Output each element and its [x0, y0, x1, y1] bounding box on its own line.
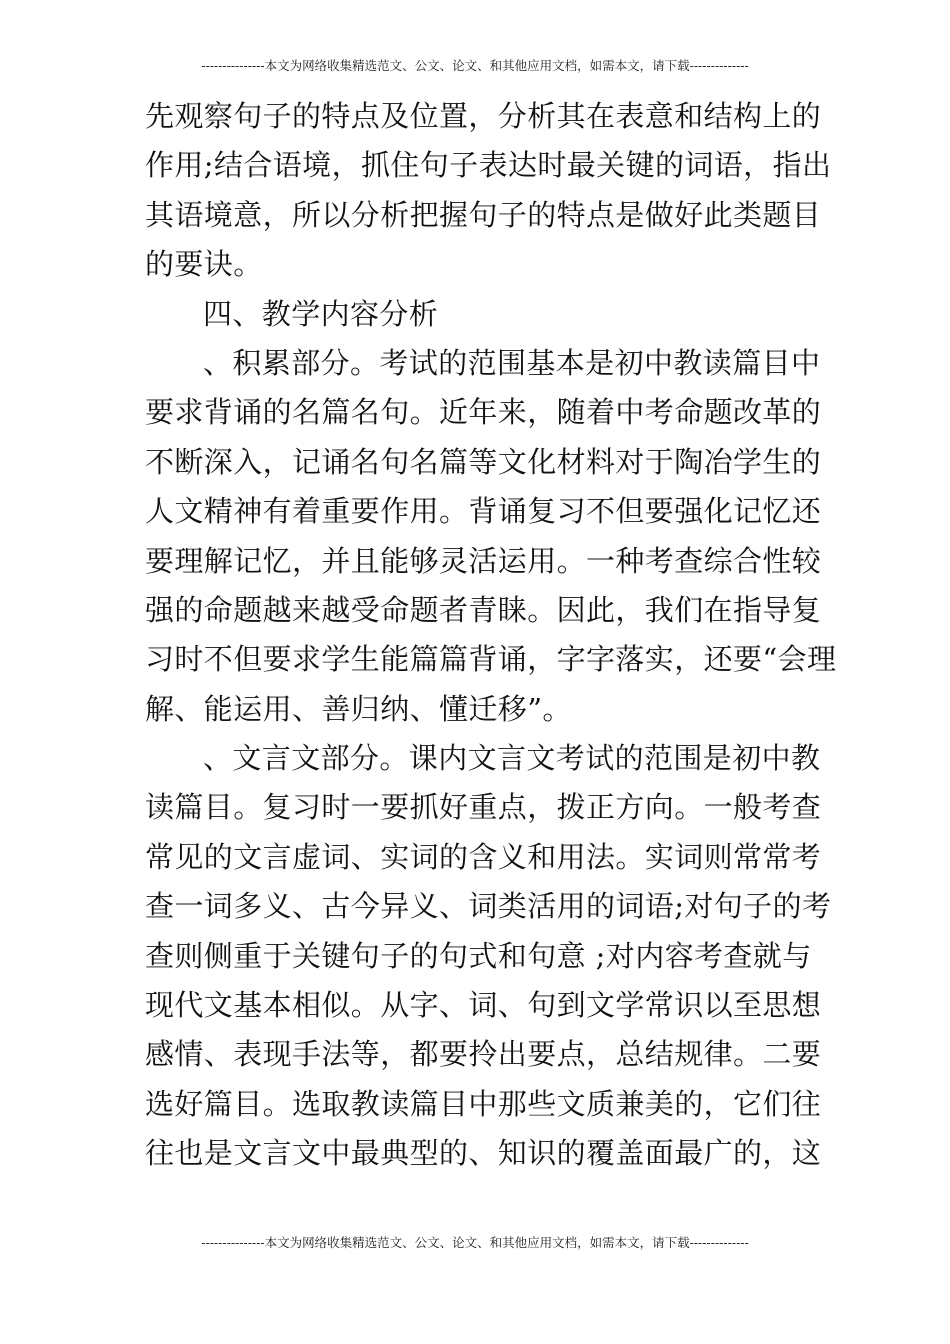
body-line: 作用;结合语境，抓住句子表达时最关键的词语，指出 — [145, 148, 832, 183]
body-line: 其语境意，所以分析把握句子的特点是做好此类题目 — [145, 197, 822, 232]
body-line: 常见的文言虚词、实词的含义和用法。实词则常常考 — [145, 839, 822, 874]
body-line: 要理解记忆，并且能够灵活运用。一种考查综合性较 — [145, 543, 822, 578]
header-banner: ---------------本文为网络收集精选范文、公文、论文、和其他应用文档，如需本文，请下载-------------- — [201, 58, 749, 73]
body-line: 读篇目。复习时一要抓好重点，拨正方向。一般考查 — [145, 790, 822, 825]
body-line: 查则侧重于关键句子的句式和句意 ;对内容考查就与 — [145, 938, 812, 973]
body-line: 先观察句子的特点及位置，分析其在表意和结构上的 — [145, 99, 822, 133]
body-line: 现代文基本相似。从字、词、句到文学常识以至思想 — [145, 988, 822, 1023]
body-line: 解、能运用、善归纳、懂迁移”。 — [145, 691, 572, 726]
body-text — [145, 92, 837, 1179]
paragraph-start: 、积累部分。考试的范围基本是初中教读篇目中 — [203, 345, 821, 380]
body-line: 要求背诵的名篇名句。近年来，随着中考命题改革的 — [145, 395, 822, 430]
paragraph-start: 、文言文部分。课内文言文考试的范围是初中教 — [203, 741, 821, 776]
body-line: 选好篇目。选取教读篇目中那些文质兼美的，它们往 — [145, 1086, 822, 1121]
body-line: 强的命题越来越受命题者青睐。因此，我们在指导复 — [145, 592, 822, 627]
section-heading: 四、教学内容分析 — [203, 296, 439, 331]
body-line: 人文精神有着重要作用。背诵复习不但要强化记忆还 — [145, 494, 822, 529]
body-line: 往也是文言文中最典型的、知识的覆盖面最广的，这 — [145, 1136, 822, 1171]
body-line: 的要诀。 — [145, 247, 263, 282]
body-line: 查一词多义、古今异义、词类活用的词语;对句子的考 — [145, 889, 832, 924]
body-line: 不断深入，记诵名句名篇等文化材料对于陶冶学生的 — [145, 444, 822, 479]
body-line: 习时不但要求学生能篇篇背诵，字字落实，还要“会理 — [145, 642, 837, 677]
body-line: 感情、表现手法等，都要拎出要点，总结规律。二要 — [145, 1037, 822, 1072]
footer-banner: ---------------本文为网络收集精选范文、公文、论文、和其他应用文档，如需本文，请下载-------------- — [201, 1235, 749, 1250]
